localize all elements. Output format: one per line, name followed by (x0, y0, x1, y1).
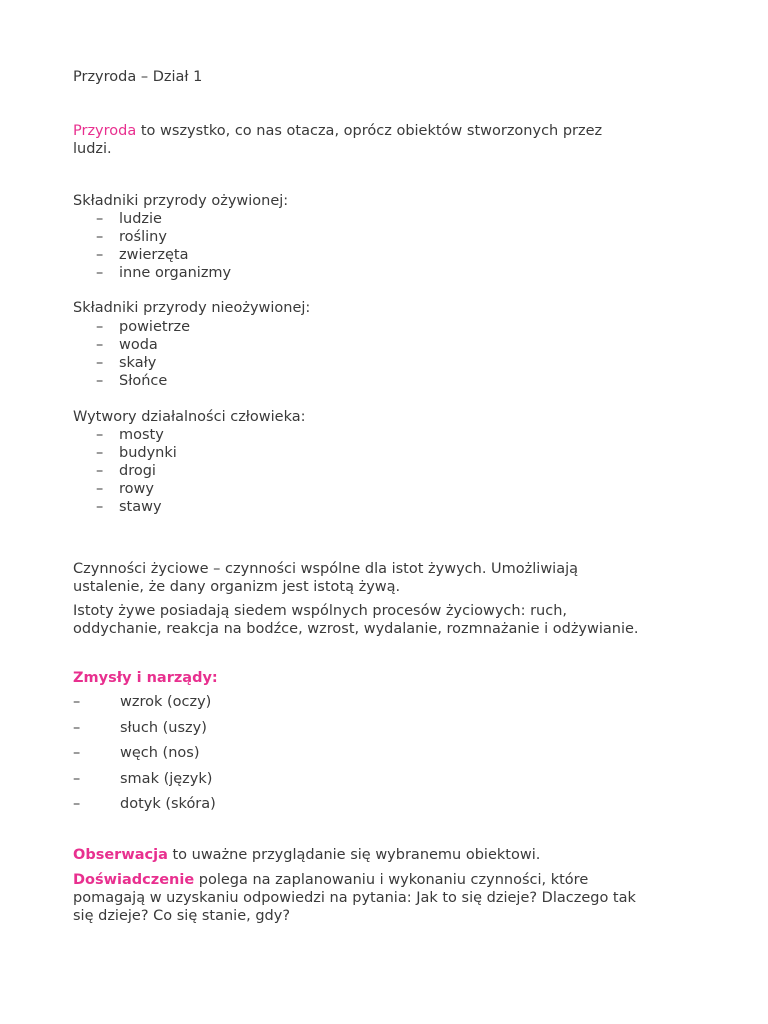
definition-line-1 (73, 122, 602, 140)
dash-bullet: – (73, 745, 81, 761)
dash-bullet: – (73, 796, 81, 812)
dash-bullet: – (96, 463, 104, 479)
page-title: Przyroda – Dział 1 (73, 69, 203, 85)
dash-bullet: – (96, 229, 104, 245)
dash-bullet: – (96, 481, 104, 497)
life-functions-line-2: ustalenie, że dany organizm jest istotą żywą. (73, 579, 401, 595)
life-functions-line-1: Czynności życiowe – czynności wspólne dla istot żywych. Umożliwiają (73, 561, 579, 577)
dash-bullet: – (96, 319, 104, 335)
observation-term: Obserwacja (73, 847, 168, 863)
processes-line-1: Istoty żywe posiadają siedem wspólnych procesów życiowych: ruch, (73, 603, 568, 619)
experiment-line-3: się dzieje? Co się stanie, gdy? (73, 908, 291, 924)
dash-bullet: – (96, 247, 104, 263)
dash-bullet: – (96, 355, 104, 371)
experiment-line-2: pomagają w uzyskaniu odpowiedzi na pytania: Jak to się dzieje? Dlaczego tak (73, 890, 636, 906)
list-item-text: budynki (119, 445, 177, 461)
list-item-text: smak (język) (120, 770, 213, 787)
list-item-text: inne organizmy (119, 265, 232, 281)
list-item-text: powietrze (119, 319, 191, 335)
list-item-text: Słońce (119, 373, 168, 389)
list-item-text: węch (nos) (120, 745, 200, 761)
definition-text: to wszystko, co nas otacza, oprócz obiektów stworzonych przez (136, 123, 603, 139)
experiment-term: Doświadczenie (73, 872, 195, 888)
list-item-text: skały (119, 355, 157, 371)
dash-bullet: – (96, 373, 104, 389)
processes-line-2: oddychanie, reakcja na bodźce, wzrost, wydalanie, rozmnażanie i odżywianie. (73, 621, 639, 637)
dash-bullet: – (96, 427, 104, 443)
experiment-text: polega na zaplanowaniu i wykonaniu czynności, które (194, 872, 589, 888)
senses-heading: Zmysły i narządy: (73, 670, 218, 686)
dash-bullet: – (96, 445, 104, 461)
inanimate-heading: Składniki przyrody nieożywionej: (73, 300, 311, 316)
observation-line (73, 846, 540, 864)
human-made-heading: Wytwory działalności człowieka: (73, 409, 306, 425)
list-item-text: dotyk (skóra) (120, 796, 216, 812)
dash-bullet: – (73, 694, 81, 710)
definition-term: Przyroda (73, 123, 137, 139)
list-item-text: ludzie (119, 211, 162, 227)
list-item-text: mosty (119, 427, 164, 443)
list-item-text: stawy (119, 499, 162, 515)
dash-bullet: – (96, 499, 104, 515)
list-item-text: woda (119, 337, 158, 353)
list-item-text: wzrok (oczy) (120, 694, 212, 710)
dash-bullet: – (96, 265, 104, 281)
list-item-text: zwierzęta (119, 247, 189, 263)
definition-line-2: ludzi. (73, 141, 112, 157)
list-item-text: słuch (uszy) (120, 719, 207, 736)
list-item-text: drogi (119, 463, 156, 479)
dash-bullet: – (96, 337, 104, 353)
dash-bullet: – (73, 770, 81, 787)
experiment-line-1 (73, 871, 588, 889)
observation-text: to uważne przyglądanie się wybranemu obiektowi. (167, 847, 541, 863)
animate-heading: Składniki przyrody ożywionej: (73, 193, 289, 209)
dash-bullet: – (73, 719, 81, 736)
list-item-text: rowy (119, 481, 154, 497)
list-item-text: rośliny (119, 229, 167, 245)
dash-bullet: – (96, 211, 104, 227)
